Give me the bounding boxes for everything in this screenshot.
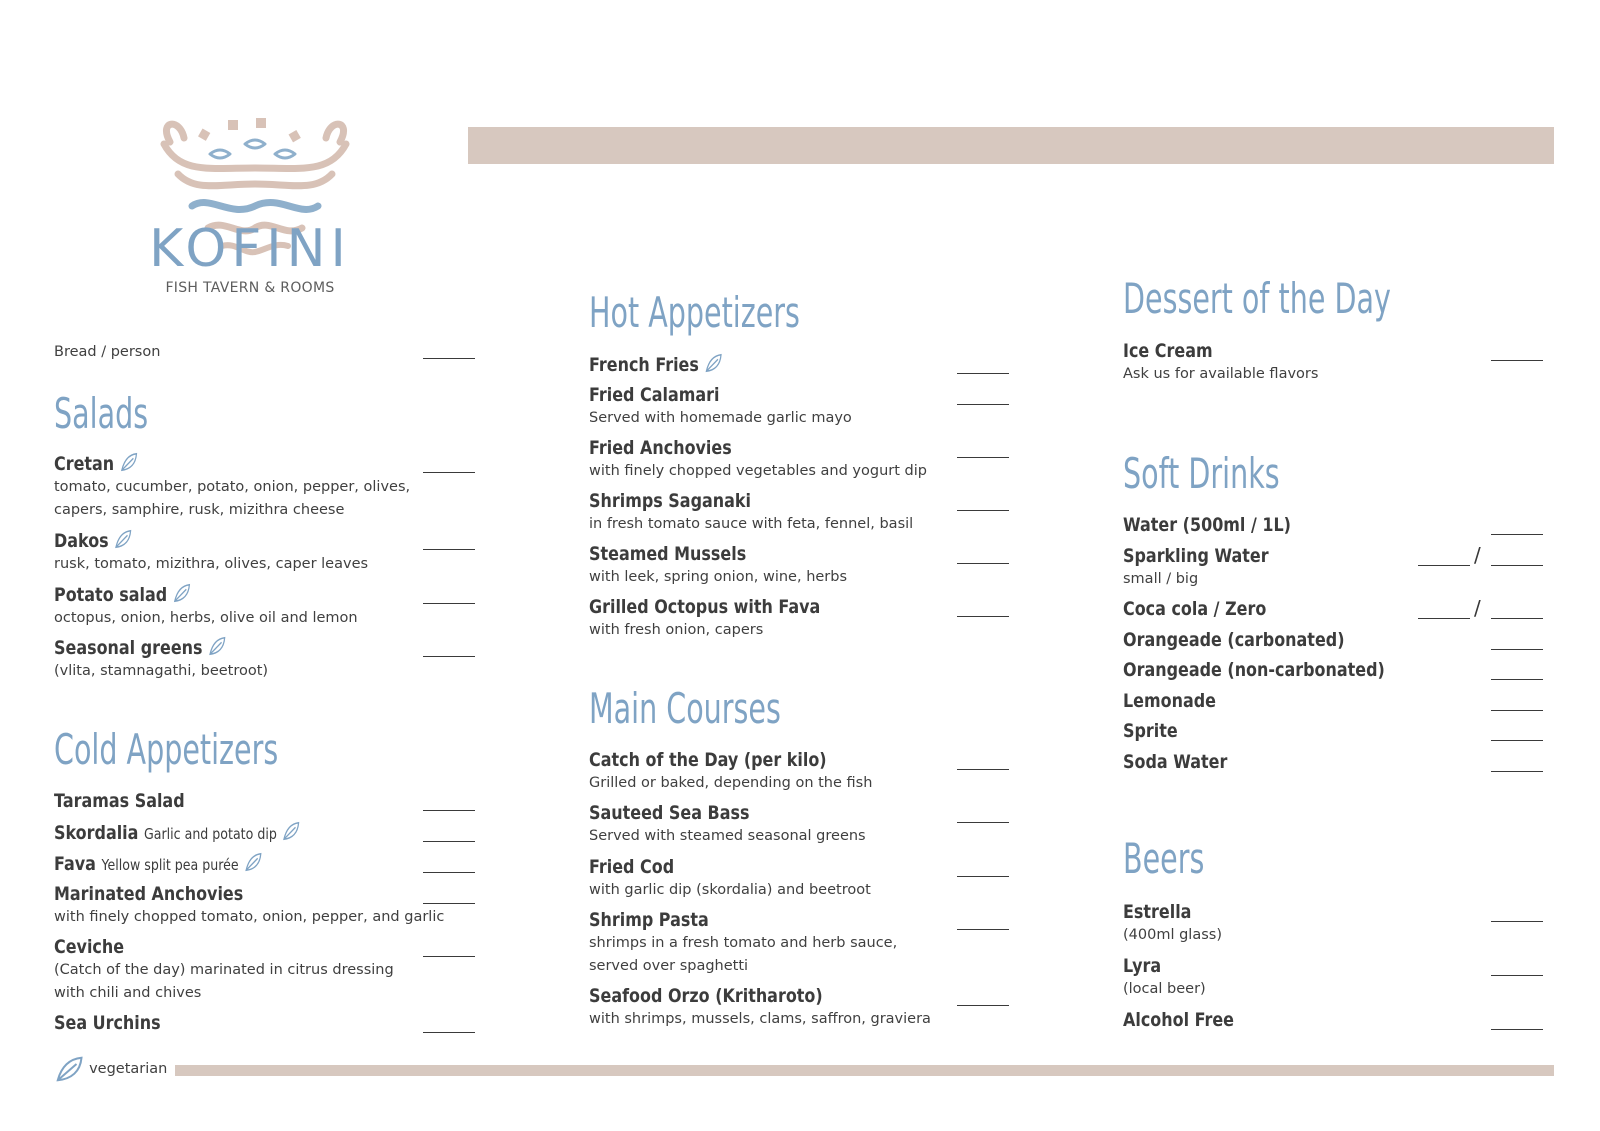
price-line xyxy=(957,373,1009,374)
item-name: Water (500ml / 1L) xyxy=(1123,514,1291,536)
item-desc: (local beer) xyxy=(1123,981,1206,997)
menu-item xyxy=(589,383,852,430)
price-line xyxy=(423,1032,475,1033)
price-separator: / xyxy=(1474,543,1481,567)
item-name: Fried Cod xyxy=(589,856,675,878)
menu-item xyxy=(1123,689,1234,713)
price-line xyxy=(957,822,1009,823)
item-name: French Fries xyxy=(589,354,699,376)
section-title-salads: Salads xyxy=(54,389,149,438)
item-name: Marinated Anchovies xyxy=(54,883,244,905)
item-desc: (vlita, stamnagathi, beetroot) xyxy=(54,663,269,679)
menu-item xyxy=(54,882,444,929)
item-name: Taramas Salad xyxy=(54,790,185,812)
item-name: Catch of the Day (per kilo) xyxy=(589,749,827,771)
menu-item xyxy=(54,820,347,846)
legend xyxy=(54,1054,167,1084)
item-name: Sparkling Water xyxy=(1123,545,1269,567)
item-desc: (400ml glass) xyxy=(1123,927,1222,943)
section-title-hot-appetizers: Hot Appetizers xyxy=(589,288,800,337)
price-line xyxy=(423,841,475,842)
menu-item xyxy=(589,436,927,483)
item-desc: capers, samphire, rusk, mizithra cheese xyxy=(54,502,345,518)
leaf-icon xyxy=(114,528,132,550)
item-desc: with shrimps, mussels, clams, saffron, graviera xyxy=(589,1011,931,1027)
item-desc: tomato, cucumber, potato, onion, pepper, olives, xyxy=(54,479,411,495)
price-line xyxy=(1491,740,1543,741)
item-name: Fried Calamari xyxy=(589,384,720,406)
section-title-main-courses: Main Courses xyxy=(589,684,781,733)
menu-item xyxy=(589,984,931,1031)
menu-item xyxy=(1123,658,1435,682)
item-name: Potato salad xyxy=(54,584,168,606)
menu-item xyxy=(589,542,847,589)
menu-item xyxy=(1123,513,1323,537)
price-line xyxy=(957,563,1009,564)
menu-item xyxy=(589,908,897,978)
item-name: Orangeade (non-carbonated) xyxy=(1123,659,1385,681)
item-name: Fava xyxy=(54,853,96,875)
item-name: Steamed Mussels xyxy=(589,543,747,565)
item-name: Orangeade (carbonated) xyxy=(1123,629,1345,651)
price-line xyxy=(1491,649,1543,650)
item-inline-desc: Yellow split pea purée xyxy=(101,856,239,874)
menu-item xyxy=(54,451,410,522)
price-line xyxy=(957,1005,1009,1006)
price-line xyxy=(1491,710,1543,711)
menu-item xyxy=(54,1011,181,1035)
brand-tagline: FISH TAVERN & ROOMS xyxy=(165,280,335,296)
item-name: Skordalia xyxy=(54,822,139,844)
price-line xyxy=(957,510,1009,511)
price-line xyxy=(423,549,475,550)
item-name: Seasonal greens xyxy=(54,637,203,659)
item-desc: Grilled or baked, depending on the fish xyxy=(589,775,873,791)
price-line xyxy=(423,472,475,473)
section-title-dessert: Dessert of the Day xyxy=(1123,274,1391,323)
item-name: Cretan xyxy=(54,453,115,475)
legend-label: vegetarian xyxy=(89,1061,168,1077)
item-name: Sauteed Sea Bass xyxy=(589,802,750,824)
item-desc: with fresh onion, capers xyxy=(589,622,764,638)
item-name: Seafood Orzo (Kritharoto) xyxy=(589,985,823,1007)
price-line xyxy=(423,956,475,957)
price-line xyxy=(423,358,475,359)
item-desc: Served with steamed seasonal greens xyxy=(589,828,866,844)
menu-item xyxy=(589,352,748,377)
price-line xyxy=(1491,975,1543,976)
menu-item xyxy=(1123,750,1247,774)
item-desc: in fresh tomato sauce with feta, fennel, basil xyxy=(589,516,914,532)
price-line xyxy=(957,876,1009,877)
price-line xyxy=(1491,360,1543,361)
price-line xyxy=(423,903,475,904)
item-name: Grilled Octopus with Fava xyxy=(589,596,821,618)
item-name: Estrella xyxy=(1123,901,1192,923)
price-line xyxy=(1491,534,1543,535)
menu-item xyxy=(54,528,368,576)
price-line xyxy=(423,656,475,657)
menu-item xyxy=(54,582,358,630)
item-desc: Ask us for available flavors xyxy=(1123,366,1319,382)
price-line xyxy=(957,769,1009,770)
menu-item xyxy=(589,748,872,795)
item-desc: with chili and chives xyxy=(54,985,202,1001)
price-line xyxy=(1491,771,1543,772)
item-name: Alcohol Free xyxy=(1123,1009,1235,1031)
price-line xyxy=(1491,565,1543,566)
section-title-soft-drinks: Soft Drinks xyxy=(1123,449,1280,498)
item-name: Soda Water xyxy=(1123,751,1228,773)
item-name: Coca cola / Zero xyxy=(1123,598,1267,620)
item-desc: served over spaghetti xyxy=(589,958,749,974)
item-name: Dakos xyxy=(54,530,109,552)
menu-item xyxy=(54,635,268,683)
item-name: Lemonade xyxy=(1123,690,1216,712)
price-line xyxy=(1491,921,1543,922)
brand-name: KOFINI xyxy=(149,219,351,279)
leaf-icon xyxy=(208,635,226,657)
menu-item xyxy=(54,851,302,877)
item-name: Shrimp Pasta xyxy=(589,909,709,931)
item-desc: with garlic dip (skordalia) and beetroot xyxy=(589,882,871,898)
menu-item xyxy=(589,855,871,902)
price-line xyxy=(1491,1029,1543,1030)
item-desc: with finely chopped tomato, onion, pepper, and garlic xyxy=(54,909,445,925)
section-title-cold-appetizers: Cold Appetizers xyxy=(54,725,279,774)
leaf-icon xyxy=(244,851,262,873)
leaf-icon xyxy=(282,820,300,842)
price-line xyxy=(957,457,1009,458)
price-line xyxy=(1491,618,1543,619)
item-name: Shrimps Saganaki xyxy=(589,490,751,512)
item-desc: shrimps in a fresh tomato and herb sauce, xyxy=(589,935,898,951)
price-line xyxy=(423,603,475,604)
menu-item xyxy=(1123,1008,1255,1032)
price-separator: / xyxy=(1474,596,1481,620)
menu-item xyxy=(589,595,864,642)
leaf-icon xyxy=(172,582,190,604)
item-desc: with finely chopped vegetables and yogurt dip xyxy=(589,463,927,479)
leaf-icon xyxy=(704,352,722,374)
leaf-icon xyxy=(119,451,137,473)
item-desc: (Catch of the day) marinated in citrus dressing xyxy=(54,962,394,978)
item-inline-desc: Garlic and potato dip xyxy=(143,825,277,843)
menu-item xyxy=(1123,628,1387,652)
price-line xyxy=(423,872,475,873)
bread-label: Bread / person xyxy=(54,344,161,360)
price-line xyxy=(1418,618,1470,619)
menu-item xyxy=(54,935,394,1005)
leaf-icon xyxy=(54,1054,84,1084)
price-line xyxy=(1491,679,1543,680)
item-desc: Served with homemade garlic mayo xyxy=(589,410,852,426)
item-name: Sprite xyxy=(1123,720,1178,742)
price-line xyxy=(1418,565,1470,566)
item-desc: octopus, onion, herbs, olive oil and lemon xyxy=(54,610,358,626)
item-name: Ceviche xyxy=(54,936,125,958)
item-name: Ice Cream xyxy=(1123,340,1213,362)
item-name: Fried Anchovies xyxy=(589,437,732,459)
item-name: Lyra xyxy=(1123,955,1162,977)
menu-item xyxy=(1123,900,1222,947)
price-line xyxy=(957,929,1009,930)
item-name: Sea Urchins xyxy=(54,1012,161,1034)
menu-item xyxy=(1123,597,1294,621)
item-desc: rusk, tomato, mizithra, olives, caper leaves xyxy=(54,556,369,572)
menu-item xyxy=(1123,339,1318,386)
item-desc: small / big xyxy=(1123,571,1199,587)
bread-row xyxy=(54,341,160,360)
section-title-beers: Beers xyxy=(1123,834,1205,883)
menu-item xyxy=(54,789,210,813)
menu-item xyxy=(1123,544,1296,591)
price-line xyxy=(957,616,1009,617)
bottom-band xyxy=(175,1065,1554,1076)
item-desc: with leek, spring onion, wine, herbs xyxy=(589,569,848,585)
menu-item xyxy=(1123,719,1188,743)
menu-item xyxy=(589,801,866,848)
top-band xyxy=(468,127,1554,164)
menu-item xyxy=(589,489,913,536)
price-line xyxy=(423,810,475,811)
menu-item xyxy=(1123,954,1206,1001)
price-line xyxy=(957,404,1009,405)
